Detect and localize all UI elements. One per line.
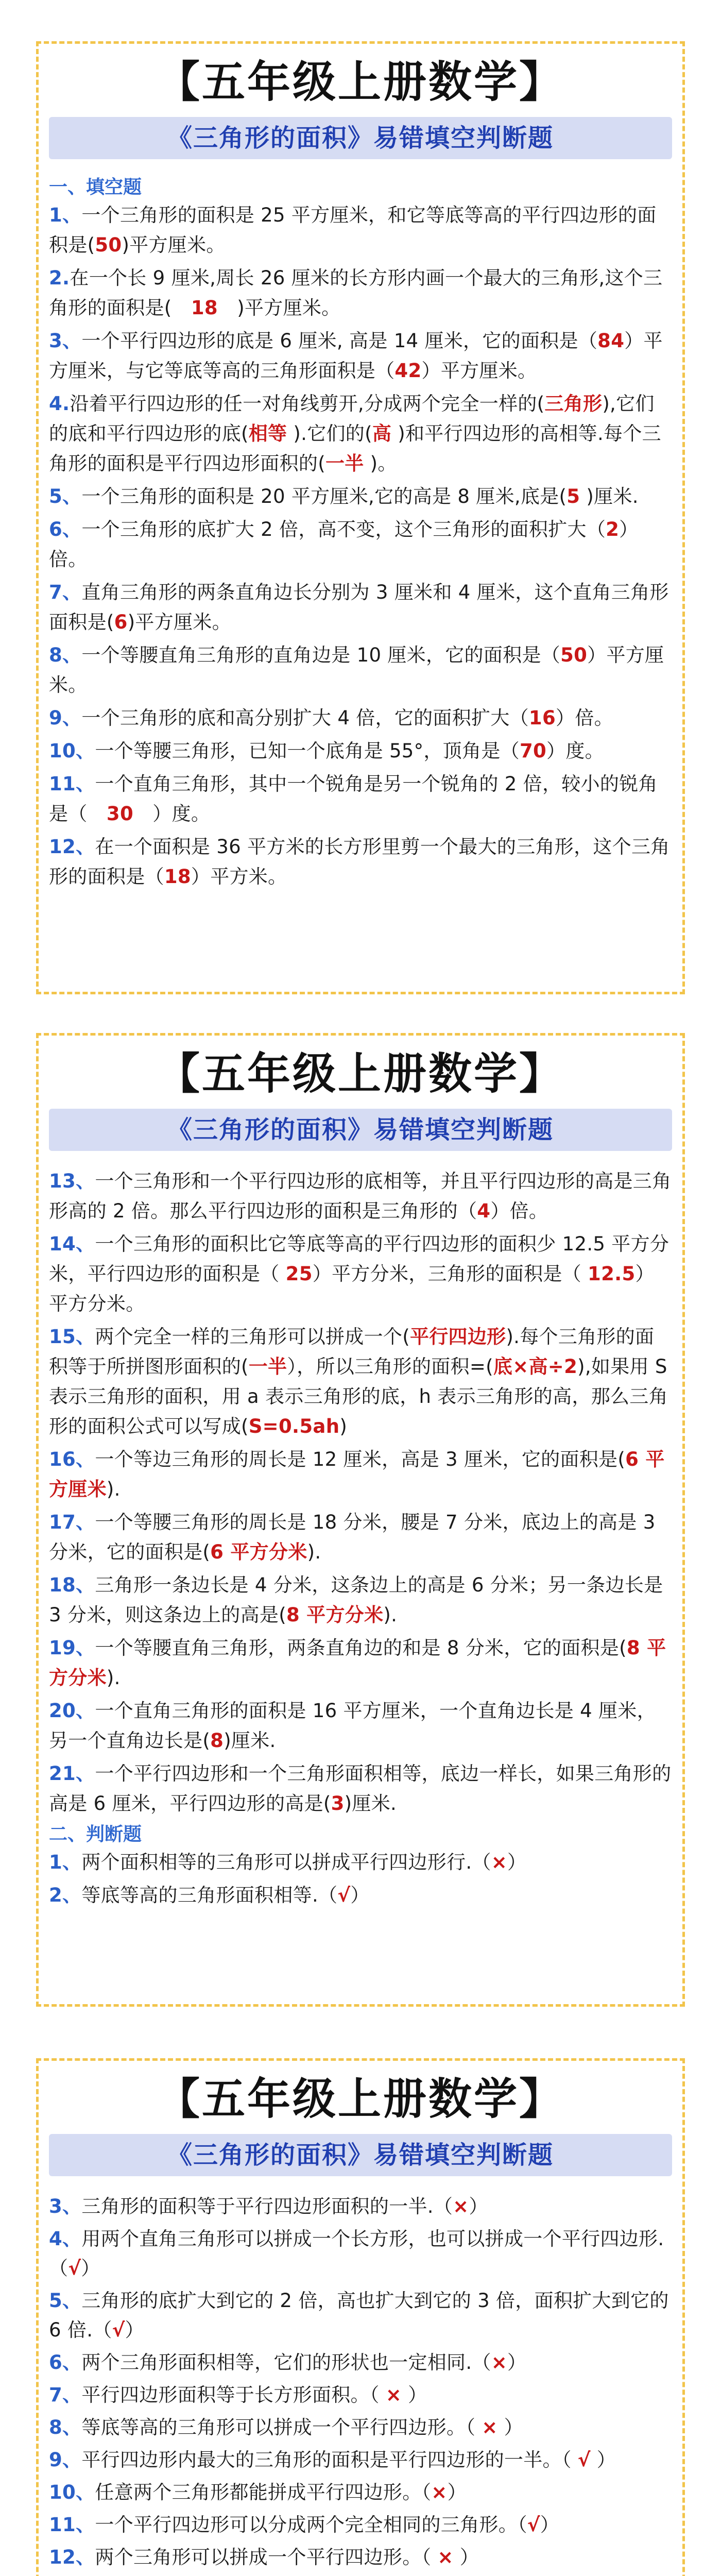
question-item — [49, 832, 672, 892]
question-number: 11、 — [49, 2514, 95, 2536]
question-text: 三角形的底扩大到它的 2 倍，高也扩大到它的 3 倍，面积扩大到它的 6 倍.（ — [49, 2290, 669, 2341]
question-text: )和平行四边形的高相等.每个三角形的面积是平行四边形面积的( — [49, 422, 661, 474]
question-text: )。 — [364, 452, 397, 474]
answer-text: × — [385, 2384, 402, 2406]
answer-text: √ — [68, 2257, 81, 2279]
question-text: ） — [350, 1884, 370, 1906]
question-text: 用两个直角三角形可以拼成一个长方形，也可以拼成一个平行四边形.（ — [49, 2228, 664, 2279]
answer-text: 70 — [519, 740, 547, 762]
question-text: ),如果用 S 表示三角形的面积，用 a 表示三角形的底，h 表示三角形的高，那么三角形的面积公式可以写成( — [49, 1355, 668, 1437]
question-text: ). — [307, 1541, 321, 1563]
answer-text: 16 — [528, 707, 556, 729]
question-text: 平行四边形内最大的三角形的面积是平行四边形的一半。（ — [81, 2449, 578, 2471]
page-subtitle: 《三角形的面积》易错填空判断题 — [49, 2134, 672, 2176]
answer-text: 一半 — [325, 452, 364, 474]
question-item — [49, 482, 672, 512]
question-number: 1、 — [49, 1851, 82, 1873]
answer-text: 3 — [331, 1792, 345, 1815]
answer-text: 三角形 — [544, 393, 603, 415]
answer-text: 6 — [114, 611, 128, 633]
question-text: ）倍。 — [490, 1200, 548, 1222]
answer-text: 底×高÷2 — [493, 1355, 578, 1378]
question-text: 一个直角三角形，其中一个锐角是另一个锐角的 2 倍，较小的锐角是（ — [49, 773, 658, 825]
question-number: 9、 — [49, 2449, 82, 2471]
question-number: 10、 — [49, 2481, 95, 2503]
question-text: ） — [125, 2319, 144, 2341]
question-item — [49, 1570, 672, 1630]
question-text: 一个等边三角形的周长是 12 厘米，高是 3 厘米，它的面积是( — [95, 1448, 626, 1470]
question-text: 在一个面积是 36 平方米的长方形里剪一个最大的三角形，这个三角形的面积是（ — [49, 836, 670, 888]
question-item — [49, 1229, 672, 1319]
page-subtitle: 《三角形的面积》易错填空判断题 — [49, 1109, 672, 1151]
question-text: ).每个三角形的面积等于所拼图形面积的( — [49, 1326, 655, 1378]
page-title: 【五年级上册数学】 — [156, 56, 564, 107]
question-text: ） — [453, 2546, 479, 2568]
question-number: 11、 — [49, 773, 95, 795]
question-number: 9、 — [49, 707, 82, 729]
question-text: 一个三角形的面积是 25 平方厘米，和它等底等高的平行四边形的面积是( — [49, 204, 657, 256]
question-text: ） — [402, 2384, 427, 2406]
answer-text: 50 — [95, 234, 122, 256]
section-judge-heading: 二、判断题 — [49, 1824, 142, 1845]
answer-text: 8 — [210, 1730, 224, 1752]
question-text: ). — [383, 1604, 398, 1626]
question-text: )厘米. — [580, 485, 639, 507]
question-text: ） — [497, 2416, 523, 2438]
answer-text: 6 平方厘米 — [49, 1448, 665, 1500]
question-number: 15、 — [49, 1326, 95, 1348]
question-item — [49, 640, 672, 700]
answer-text: √ — [112, 2319, 125, 2341]
question-item — [49, 1322, 672, 1442]
question-number: 14、 — [49, 1233, 95, 1255]
question-text: 两个三角形面积相等，它们的形状也一定相同.（ — [81, 2351, 491, 2374]
question-number: 19、 — [49, 1637, 95, 1659]
question-item — [49, 1880, 672, 1910]
answer-text: 平行四边形 — [409, 1326, 506, 1348]
question-item — [49, 2192, 672, 2221]
question-text: ) — [339, 1415, 348, 1437]
question-item — [49, 389, 672, 479]
answer-text: 18 — [164, 866, 191, 888]
question-text: ）倍。 — [556, 707, 613, 729]
question-item — [49, 1696, 672, 1756]
answer-text: 相等 — [248, 422, 287, 445]
question-text: 直角三角形的两条直角边长分别为 3 厘米和 4 厘米，这个直角三角形面积是( — [49, 581, 669, 633]
question-number: 16、 — [49, 1448, 95, 1470]
answer-text: 2 — [606, 518, 620, 540]
question-item — [49, 2413, 672, 2442]
question-text: 沿着平行四边形的任一对角线剪开,分成两个完全一样的( — [70, 393, 545, 415]
question-item — [49, 2543, 672, 2572]
question-item — [49, 326, 672, 386]
answer-text: 30 — [106, 803, 133, 825]
answer-text: 8 平方分米 — [286, 1604, 384, 1626]
answer-text: 高 — [372, 422, 392, 445]
question-number: 8、 — [49, 2416, 82, 2438]
question-text: 平行四边形面积等于长方形面积。（ — [81, 2384, 386, 2406]
question-item — [49, 1166, 672, 1226]
answer-text: √ — [527, 2514, 540, 2536]
worksheet-card-2 — [36, 1033, 685, 2007]
question-item — [49, 578, 672, 637]
answer-text: × — [491, 1851, 508, 1873]
question-text: ）度。 — [133, 803, 211, 825]
page-subtitle: 《三角形的面积》易错填空判断题 — [49, 117, 672, 159]
answer-text: √ — [337, 1884, 351, 1906]
judge-list — [49, 1848, 672, 1910]
question-item — [49, 2348, 672, 2377]
question-text: ） — [590, 2449, 616, 2471]
question-item — [49, 736, 672, 766]
question-item — [49, 515, 672, 574]
page-title: 【五年级上册数学】 — [156, 1048, 564, 1099]
question-text: 一个三角形的面积是 20 平方厘米,它的高是 8 厘米,底是( — [81, 485, 567, 507]
judge-list — [49, 2192, 672, 2576]
answer-text: × — [453, 2195, 469, 2217]
answer-text: 一半 — [248, 1355, 287, 1378]
question-text: 一个平行四边形和一个三角形面积相等，底边一样长，如果三角形的高是 6 厘米，平行四边形的高是( — [49, 1762, 672, 1815]
question-item — [49, 263, 672, 323]
question-number: 12、 — [49, 836, 95, 858]
question-number: 6、 — [49, 518, 82, 540]
question-number: 21、 — [49, 1762, 95, 1785]
question-text: ）平方厘米，与它等底等高的三角形面积是（ — [49, 330, 663, 382]
question-number: 18、 — [49, 1574, 95, 1596]
question-number: 10、 — [49, 740, 95, 762]
question-item — [49, 1633, 672, 1693]
question-number: 8、 — [49, 644, 82, 666]
question-item — [49, 1445, 672, 1504]
question-number: 3、 — [49, 2195, 82, 2217]
answer-text: × — [437, 2546, 454, 2568]
question-text: 一个等腰三角形的周长是 18 分米，腰是 7 分米，底边上的高是 3 分米，它的面积是( — [49, 1511, 656, 1563]
question-number: 1、 — [49, 204, 82, 226]
question-text: 两个三角形可以拼成一个平行四边形。（ — [95, 2546, 438, 2568]
question-number: 2. — [49, 267, 70, 289]
question-item — [49, 1759, 672, 1819]
question-text: )厘米. — [224, 1730, 276, 1752]
page-title: 【五年级上册数学】 — [156, 2073, 564, 2124]
question-text: ）平方厘米。 — [49, 644, 664, 696]
question-item — [49, 769, 672, 829]
question-text: ).它们的( — [287, 422, 372, 445]
question-text: ）倍。 — [49, 518, 639, 570]
question-number: 13、 — [49, 1170, 95, 1192]
question-item — [49, 1507, 672, 1567]
question-text: 一个等腰三角形，已知一个底角是 55°，顶角是（ — [95, 740, 520, 762]
question-number: 4、 — [49, 2228, 82, 2250]
question-text: ). — [106, 1667, 121, 1689]
question-text: 三角形的面积等于平行四边形面积的一半.（ — [81, 2195, 453, 2217]
question-item — [49, 2286, 672, 2345]
question-text: 在一个长 9 厘米,周长 26 厘米的长方形内画一个最大的三角形,这个三角形的面积是( — [49, 267, 663, 319]
question-text: )平方厘米。 — [217, 297, 341, 319]
question-number: 6、 — [49, 2351, 82, 2374]
answer-text: 6 平方分米 — [210, 1541, 307, 1563]
question-item — [49, 2445, 672, 2475]
question-item — [49, 1848, 672, 1877]
question-item — [49, 703, 672, 733]
answer-text: × — [431, 2481, 448, 2503]
question-text: 两个完全一样的三角形可以拼成一个( — [95, 1326, 410, 1348]
question-list — [49, 1166, 672, 1819]
answer-text: 8 平方分米 — [49, 1637, 666, 1689]
question-number: 7、 — [49, 581, 82, 603]
answer-text: 42 — [394, 360, 422, 382]
answer-text: 4 — [477, 1200, 491, 1222]
question-number: 5、 — [49, 485, 82, 507]
worksheet-card-1 — [36, 41, 685, 994]
question-text: 一个平行四边形的底是 6 厘米, 高是 14 厘米，它的面积是（ — [81, 330, 598, 352]
question-text: ） — [507, 2351, 527, 2374]
question-text: ). — [106, 1478, 121, 1500]
question-text: )平方厘米。 — [122, 234, 226, 256]
question-text: 一个等腰直角三角形，两条直角边的和是 8 分米，它的面积是( — [95, 1637, 627, 1659]
question-text: )厘米. — [344, 1792, 397, 1815]
question-item — [49, 2224, 672, 2283]
question-text: 任意两个三角形都能拼成平行四边形。（ — [95, 2481, 432, 2503]
answer-text: 25 — [285, 1263, 313, 1285]
question-number: 20、 — [49, 1700, 95, 1722]
answer-text: 50 — [560, 644, 588, 666]
question-number: 5、 — [49, 2290, 82, 2312]
question-number: 17、 — [49, 1511, 95, 1533]
question-text: ） — [507, 1851, 527, 1873]
question-text: ）度。 — [546, 740, 604, 762]
answer-text: × — [482, 2416, 498, 2438]
answer-text: √ — [577, 2449, 591, 2471]
worksheet-card-3 — [36, 2058, 685, 2576]
answer-text: 12.5 — [588, 1263, 636, 1285]
question-text: ),它们的底和平行四边形的底( — [49, 393, 655, 445]
question-text: ）平方分米。 — [49, 1263, 655, 1315]
question-text: 一个三角形的面积比它等底等高的平行四边形的面积少 12.5 平方分米，平行四边形的面积是（ — [49, 1233, 670, 1285]
question-text: 一个等腰直角三角形的直角边是 10 厘米，它的面积是（ — [81, 644, 561, 666]
question-text: ） — [81, 2257, 100, 2279]
question-text: ）平方分米，三角形的面积是（ — [312, 1263, 588, 1285]
question-number: 3、 — [49, 330, 82, 352]
question-text: ） — [447, 2481, 467, 2503]
answer-text: S=0.5ah — [248, 1415, 340, 1437]
question-text: )平方厘米。 — [127, 611, 231, 633]
question-text: 两个面积相等的三角形可以拼成平行四边形行.（ — [81, 1851, 491, 1873]
answer-text: 84 — [597, 330, 625, 352]
question-text: 一个三角形的底扩大 2 倍，高不变，这个三角形的面积扩大（ — [81, 518, 606, 540]
section-fill-heading: 一、填空题 — [49, 177, 142, 198]
question-number: 12、 — [49, 2546, 95, 2568]
answer-text: 5 — [566, 485, 580, 507]
question-item — [49, 2478, 672, 2507]
question-text: 一个直角三角形的面积是 16 平方厘米，一个直角边长是 4 厘米，另一个直角边长是( — [49, 1700, 656, 1752]
question-text: 一个三角形的底和高分别扩大 4 倍，它的面积扩大（ — [81, 707, 529, 729]
question-text: 三角形一条边长是 4 分米，这条边上的高是 6 分米；另一条边长是 3 分米，则这条边上的高是( — [49, 1574, 663, 1626]
answer-text: 18 — [191, 297, 218, 319]
question-text: 等底等高的三角形可以拼成一个平行四边形。（ — [81, 2416, 482, 2438]
question-text: ），所以三角形的面积=( — [287, 1355, 493, 1378]
question-number: 2、 — [49, 1884, 82, 1906]
question-text: ）平方米。 — [191, 866, 287, 888]
question-text: 一个三角形和一个平行四边形的底相等，并且平行四边形的高是三角形高的 2 倍。那么平行四边形的面积是三角形的（ — [49, 1170, 672, 1222]
question-item — [49, 2380, 672, 2410]
question-text: 一个平行四边形可以分成两个完全相同的三角形。（ — [95, 2514, 527, 2536]
question-number: 7、 — [49, 2384, 82, 2406]
question-number: 4. — [49, 393, 70, 415]
question-text: ） — [469, 2195, 488, 2217]
question-item — [49, 200, 672, 260]
question-item — [49, 2510, 672, 2539]
answer-text: × — [491, 2351, 508, 2374]
question-list — [49, 200, 672, 892]
question-text: ） — [540, 2514, 560, 2536]
question-text: ）平方厘米。 — [421, 360, 537, 382]
question-text: 等底等高的三角形面积相等.（ — [81, 1884, 338, 1906]
